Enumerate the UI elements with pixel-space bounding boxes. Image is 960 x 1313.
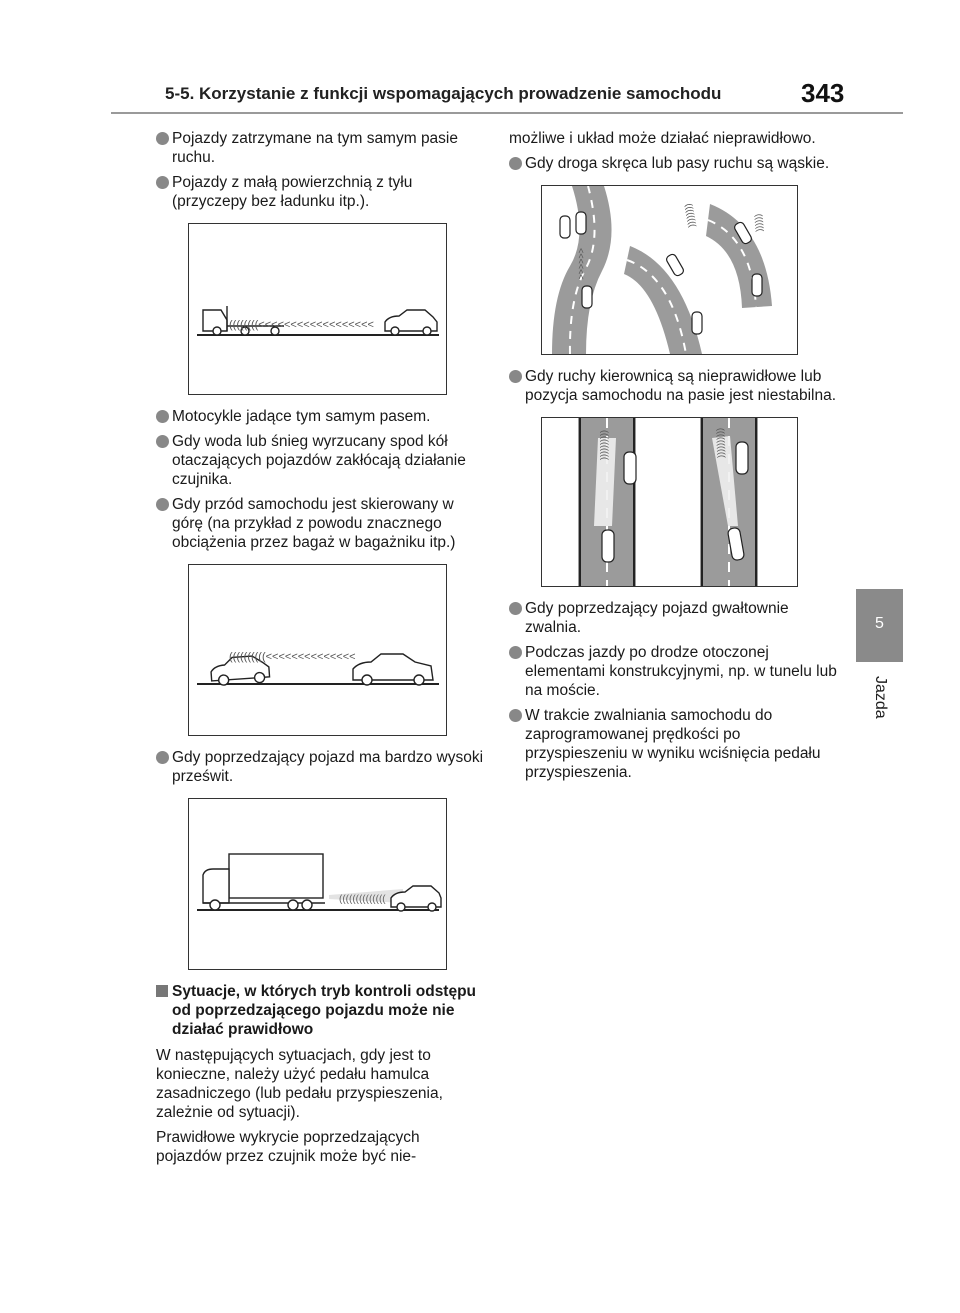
square-bullet-icon xyxy=(156,985,168,997)
bullet-dot-icon xyxy=(156,132,169,145)
bullet-dot-icon xyxy=(509,709,522,722)
svg-text:((((((((<<<<<<<<<<<<<<<<<<: ((((((((<<<<<<<<<<<<<<<<<< xyxy=(229,319,374,331)
chapter-tab xyxy=(856,589,903,662)
bullet-item: Pojazdy z małą powierzchnią z tyłu (przyczepy bez ładunku itp.). xyxy=(156,173,486,211)
svg-text:((((((((((<<<<<<<<<<<<<<: ((((((((((<<<<<<<<<<<<<< xyxy=(229,651,356,663)
bullet-item: Pojazdy zatrzymane na tym samym pasie ruchu. xyxy=(156,129,486,167)
svg-text:((((((: (((((( xyxy=(754,213,766,233)
bullet-item: Gdy droga skręca lub pasy ruchu są wąskie. xyxy=(509,154,839,173)
right-column xyxy=(509,129,839,788)
bullet-dot-icon xyxy=(156,176,169,189)
bullet-dot-icon xyxy=(509,646,522,659)
svg-text:((((((((((((((: (((((((((((((( xyxy=(339,894,386,905)
bullet-dot-icon xyxy=(509,602,522,615)
bullet-dot-icon xyxy=(156,435,169,448)
header-divider xyxy=(111,112,903,114)
page-header-title: 5-5. Korzystanie z funkcji wspomagających prowadzenie samochodu xyxy=(165,84,722,103)
figure-unstable-position xyxy=(541,417,798,587)
svg-text:<<<<<<: <<<<<< xyxy=(576,248,586,280)
figure-curved-roads xyxy=(541,185,798,355)
bullet-item: Motocykle jadące tym samym pasem. xyxy=(156,407,486,426)
figure-raised-front xyxy=(188,564,447,736)
bullet-item: Podczas jazdy po drodze otoczonej elementami konstrukcyjnymi, np. w tunelu lub na moście. xyxy=(509,643,839,700)
figure-stopped-trailer xyxy=(188,223,447,395)
bullet-item: Gdy poprzedzający pojazd ma bardzo wysoki prześwit. xyxy=(156,748,486,786)
bullet-dot-icon xyxy=(509,370,522,383)
page-number: 343 xyxy=(801,78,845,108)
figure-high-clearance-truck xyxy=(188,798,447,970)
paragraph: W następujących sytuacjach, gdy jest to konieczne, należy użyć pedału hamulca zasadniczego (lub pedału przyspieszenia, zależnie od sytuacji). xyxy=(156,1047,443,1121)
left-column xyxy=(156,129,486,1172)
chapter-number: 5 xyxy=(875,615,884,632)
bullet-item: Gdy woda lub śnieg wyrzucany spod kół otaczających pojazdów zakłócają działanie czujnika. xyxy=(156,432,486,489)
section-heading: Sytuacje, w których tryb kontroli odstępu od poprzedzającego pojazdu może nie działać prawidłowo xyxy=(156,982,486,1039)
bullet-item: Gdy ruchy kierownicą są nieprawidłowe lub pozycja samochodu na pasie jest niestabilna. xyxy=(509,367,839,405)
paragraph: Prawidłowe wykrycie poprzedzających pojazdów przez czujnik może być nie- xyxy=(156,1129,420,1165)
bullet-dot-icon xyxy=(509,157,522,170)
paragraph-continuation: możliwe i układ może działać nieprawidłowo. xyxy=(509,130,816,147)
chapter-label: Jazda xyxy=(872,676,889,719)
bullet-dot-icon xyxy=(156,498,169,511)
bullet-item: W trakcie zwalniania samochodu do zaprogramowanej prędkości po przyspieszeniu w wyniku wciśnięcia pedału przyspieszenia. xyxy=(509,706,839,782)
bullet-item: Gdy przód samochodu jest skierowany w górę (na przykład z powodu znacznego obciążenia przez bagaż w bagażniku itp.) xyxy=(156,495,486,552)
bullet-item: Gdy poprzedzający pojazd gwałtownie zwalnia. xyxy=(509,599,839,637)
bullet-dot-icon xyxy=(156,751,169,764)
svg-text:((((((((: (((((((( xyxy=(684,202,699,228)
svg-text:((((((((((: (((((((((( xyxy=(600,430,610,460)
bullet-dot-icon xyxy=(156,410,169,423)
svg-text:((((((((((: (((((((((( xyxy=(716,427,728,459)
